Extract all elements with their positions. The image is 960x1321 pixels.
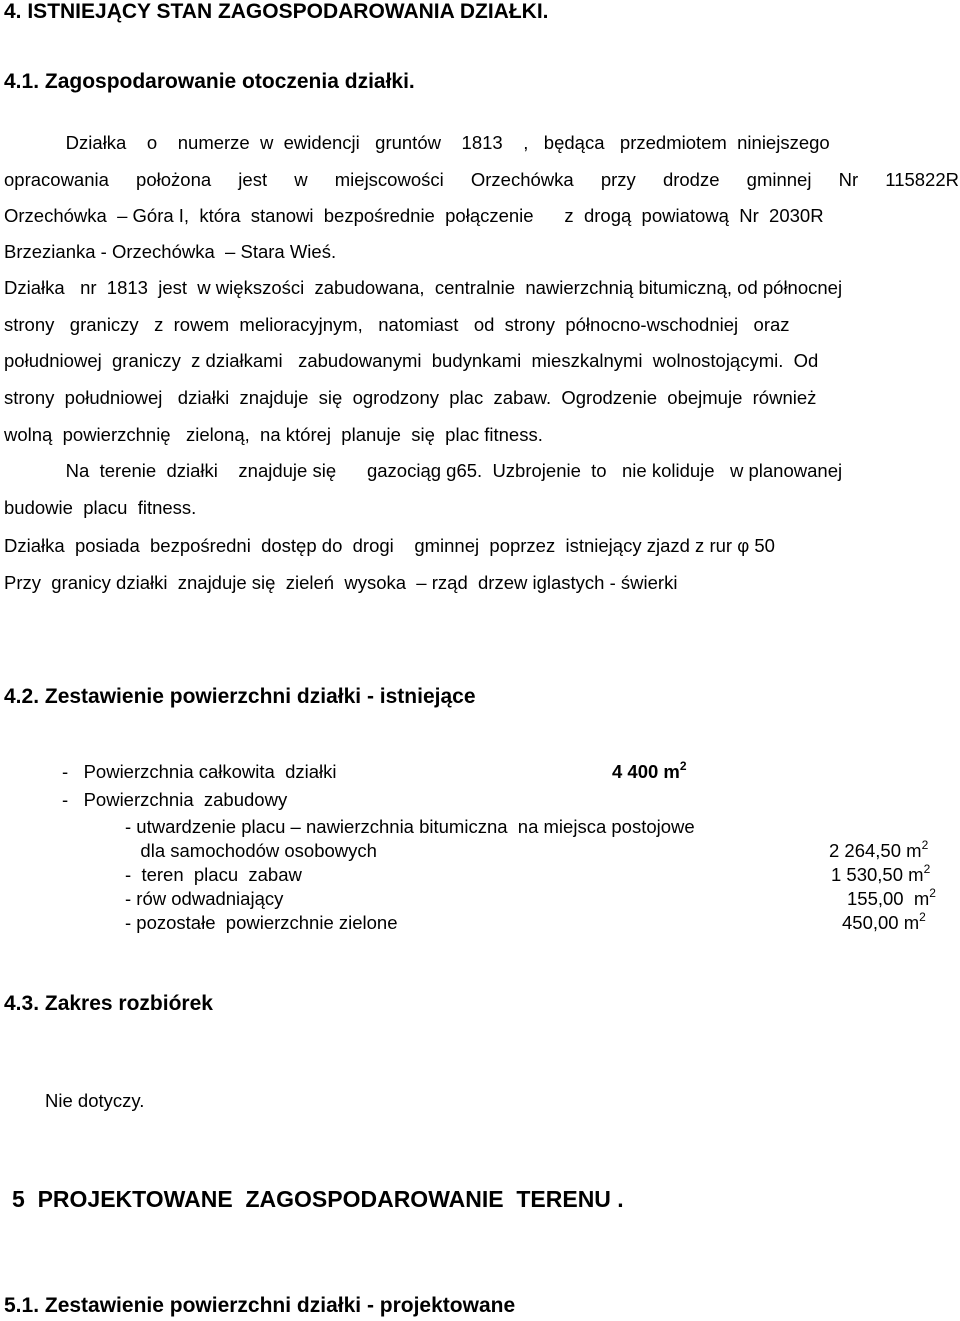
- paragraph-line: Orzechówka – Góra I, która stanowi bezpośrednie połączenie z drogą powiatową Nr 2030R: [4, 205, 824, 226]
- paragraph-line: Brzezianka - Orzechówka – Stara Wieś.: [4, 241, 337, 262]
- paragraph-line: południowej graniczy z działkami zabudowanymi budynkami mieszkalnymi wolnostojącymi. Od: [4, 350, 819, 371]
- area-item-label: - pozostałe powierzchnie zielone: [125, 912, 398, 933]
- area-item-value: 2 264,50 $m^2$: [829, 838, 929, 861]
- area-item-label: - rów odwadniający: [125, 888, 284, 909]
- paragraph-line: opracowania położona jest w miejscowości Orzechówka przy drodze gminnej Nr 115822R: [4, 169, 959, 190]
- paragraph-line: Działka o numerze w ewidencji gruntów 1813 , będąca przedmiotem niniejszego: [4, 132, 830, 153]
- area-item-value: 450,00 $m^2$: [842, 910, 926, 933]
- paragraph-line: Działka posiada bezpośredni dostęp do drogi gminnej poprzez istniejący zjazd z rur φ 50: [4, 535, 775, 556]
- paragraph-line: Działka nr 1813 jest w większości zabudowana, centralnie nawierzchnią bitumiczną, od północnej: [4, 277, 843, 298]
- subsection-4-2-heading: 4.2. Zestawienie powierzchni działki - istniejące: [4, 685, 476, 708]
- section-5-heading: 5 PROJEKTOWANE ZAGOSPODAROWANIE TERENU .: [12, 1186, 624, 1212]
- total-area-label: - Powierzchnia całkowita działki: [62, 761, 337, 782]
- area-item-value: 1 530,50 $m^2$: [831, 862, 931, 885]
- paragraph-line: budowie placu fitness.: [4, 497, 197, 518]
- subsection-4-1-heading: 4.1. Zagospodarowanie otoczenia działki.: [4, 70, 415, 93]
- area-item-label: dla samochodów osobowych: [125, 840, 377, 861]
- paragraph-line: strony graniczy z rowem melioracyjnym, natomiast od strony północno-wschodniej oraz: [4, 314, 790, 335]
- area-item-value: 155,00 $m^2$: [847, 886, 936, 909]
- subsection-4-3-heading: 4.3. Zakres rozbiórek: [4, 992, 213, 1015]
- area-item-label: - teren placu zabaw: [125, 864, 302, 885]
- section-4-heading: 4. ISTNIEJĄCY STAN ZAGOSPODAROWANIA DZIAŁKI.: [4, 0, 549, 23]
- paragraph-line: wolną powierzchnię zieloną, na której planuje się plac fitness.: [4, 424, 543, 445]
- paragraph-line: Na terenie działki znajduje się gazociąg g65. Uzbrojenie to nie koliduje w planowanej: [4, 460, 843, 481]
- subsection-5-1-heading: 5.1. Zestawienie powierzchni działki - projektowane: [4, 1294, 516, 1317]
- total-area-value: 4 400 $m^2$: [612, 759, 687, 782]
- paragraph-line: Przy granicy działki znajduje się zieleń wysoka – rząd drzew iglastych - świerki: [4, 572, 678, 593]
- paragraph-line: strony południowej działki znajduje się ogrodzony plac zabaw. Ogrodzenie obejmuje również: [4, 387, 817, 408]
- demolition-text: Nie dotyczy.: [45, 1090, 145, 1111]
- area-item-label: - utwardzenie placu – nawierzchnia bitumiczna na miejsca postojowe: [125, 816, 695, 837]
- built-area-label: - Powierzchnia zabudowy: [62, 789, 288, 810]
